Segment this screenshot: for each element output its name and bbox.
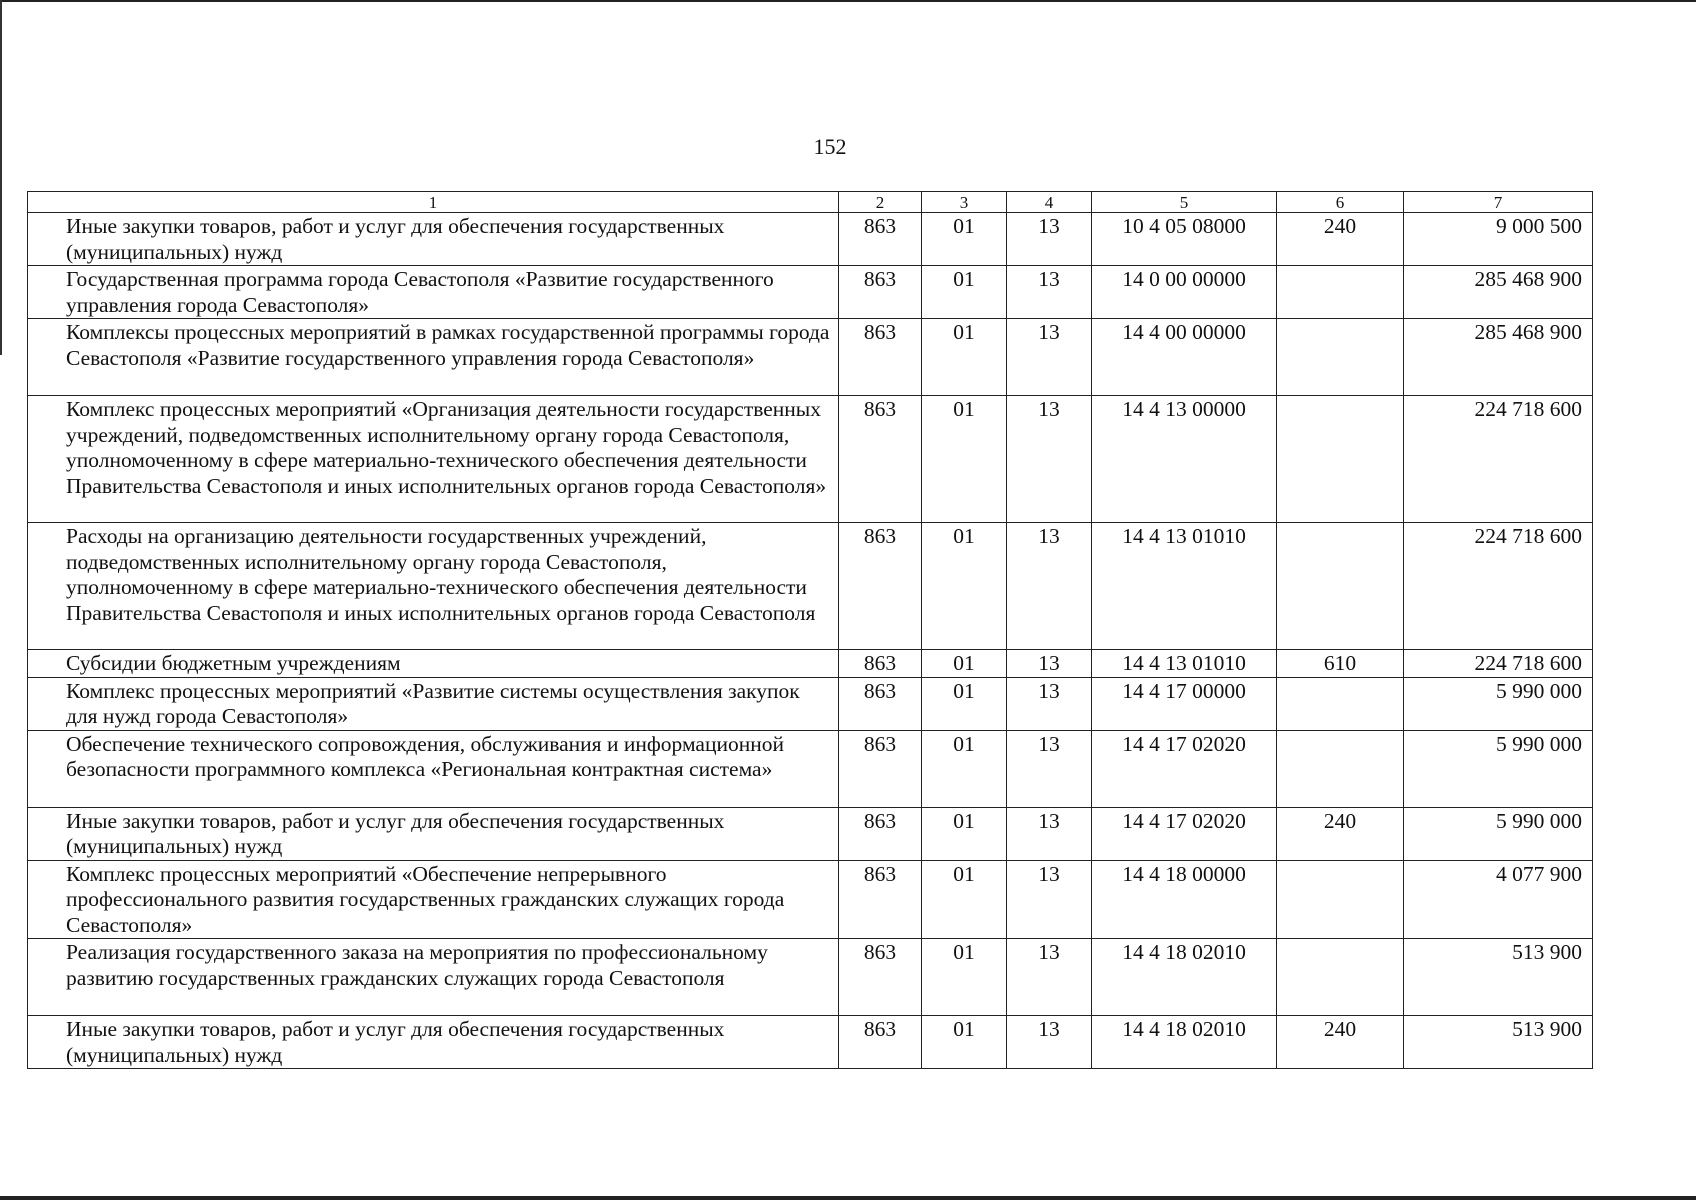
table-row — [28, 650, 1593, 678]
cell-expense-type-code: 240 — [1277, 807, 1404, 860]
cell-subsection-code: 13 — [1007, 650, 1092, 678]
cell-target-article-code: 14 4 17 02020 — [1092, 730, 1277, 807]
cell-ministry-code: 863 — [839, 860, 922, 939]
table-row — [28, 860, 1593, 939]
cell-expense-type-code — [1277, 266, 1404, 319]
cell-ministry-code: 863 — [839, 396, 922, 523]
column-header: 1 — [28, 192, 839, 213]
cell-section-code: 01 — [922, 266, 1007, 319]
cell-amount: 9 000 500 — [1404, 213, 1593, 266]
table-row — [28, 213, 1593, 266]
cell-subsection-code: 13 — [1007, 730, 1092, 807]
cell-amount: 224 718 600 — [1404, 650, 1593, 678]
cell-row-name: Комплексы процессных мероприятий в рамках государственной программы города Севастополя «Развитие государственного управления города Севастополя» — [28, 319, 839, 396]
cell-expense-type-code: 610 — [1277, 650, 1404, 678]
cell-subsection-code: 13 — [1007, 939, 1092, 1016]
cell-row-name: Комплекс процессных мероприятий «Организация деятельности государственных учреждений, подведомственных исполнительному органу города Севастополя, уполномоченному в сфере материально-технического обеспечения деятельности Правительства Севастополя и иных исполнительных органов города Севастополя» — [28, 396, 839, 523]
cell-subsection-code: 13 — [1007, 807, 1092, 860]
cell-row-name: Иные закупки товаров, работ и услуг для обеспечения государственных (муниципальных) нужд — [28, 807, 839, 860]
cell-expense-type-code — [1277, 319, 1404, 396]
cell-amount: 224 718 600 — [1404, 523, 1593, 650]
cell-subsection-code: 13 — [1007, 213, 1092, 266]
cell-section-code: 01 — [922, 860, 1007, 939]
table-row — [28, 266, 1593, 319]
cell-expense-type-code — [1277, 677, 1404, 730]
cell-section-code: 01 — [922, 1016, 1007, 1069]
cell-subsection-code: 13 — [1007, 396, 1092, 523]
cell-ministry-code: 863 — [839, 807, 922, 860]
cell-subsection-code: 13 — [1007, 266, 1092, 319]
cell-subsection-code: 13 — [1007, 677, 1092, 730]
column-header: 5 — [1092, 192, 1277, 213]
column-header: 4 — [1007, 192, 1092, 213]
cell-target-article-code: 14 0 00 00000 — [1092, 266, 1277, 319]
cell-expense-type-code — [1277, 730, 1404, 807]
cell-section-code: 01 — [922, 730, 1007, 807]
cell-row-name: Расходы на организацию деятельности государственных учреждений, подведомственных исполнительному органу города Севастополя, уполномоченному в сфере материально-технического обеспечения деятельности Правительства Севастополя и иных исполнительных органов города Севастополя — [28, 523, 839, 650]
cell-ministry-code: 863 — [839, 939, 922, 1016]
column-header: 2 — [839, 192, 922, 213]
table-row — [28, 677, 1593, 730]
cell-target-article-code: 14 4 00 00000 — [1092, 319, 1277, 396]
cell-ministry-code: 863 — [839, 730, 922, 807]
cell-ministry-code: 863 — [839, 677, 922, 730]
cell-amount: 285 468 900 — [1404, 319, 1593, 396]
cell-target-article-code: 14 4 13 01010 — [1092, 650, 1277, 678]
cell-subsection-code: 13 — [1007, 319, 1092, 396]
cell-section-code: 01 — [922, 523, 1007, 650]
cell-expense-type-code — [1277, 860, 1404, 939]
cell-amount: 285 468 900 — [1404, 266, 1593, 319]
cell-section-code: 01 — [922, 213, 1007, 266]
cell-section-code: 01 — [922, 677, 1007, 730]
cell-target-article-code: 14 4 18 00000 — [1092, 860, 1277, 939]
cell-row-name: Комплекс процессных мероприятий «Обеспечение непрерывного профессионального развития государственных гражданских служащих города Севастополя» — [28, 860, 839, 939]
cell-expense-type-code: 240 — [1277, 213, 1404, 266]
cell-target-article-code: 14 4 18 02010 — [1092, 939, 1277, 1016]
cell-amount: 224 718 600 — [1404, 396, 1593, 523]
page-number: 152 — [813, 134, 847, 159]
cell-amount: 513 900 — [1404, 1016, 1593, 1069]
scan-edge-top — [0, 0, 1696, 2]
table-row — [28, 1016, 1593, 1069]
cell-subsection-code: 13 — [1007, 523, 1092, 650]
cell-section-code: 01 — [922, 650, 1007, 678]
cell-ministry-code: 863 — [839, 319, 922, 396]
table-row — [28, 319, 1593, 396]
cell-amount: 513 900 — [1404, 939, 1593, 1016]
cell-row-name: Обеспечение технического сопровождения, обслуживания и информационной безопасности программного комплекса «Региональная контрактная система» — [28, 730, 839, 807]
cell-row-name: Иные закупки товаров, работ и услуг для обеспечения государственных (муниципальных) нужд — [28, 1016, 839, 1069]
cell-subsection-code: 13 — [1007, 860, 1092, 939]
cell-target-article-code: 14 4 13 00000 — [1092, 396, 1277, 523]
cell-expense-type-code — [1277, 396, 1404, 523]
cell-ministry-code: 863 — [839, 650, 922, 678]
cell-ministry-code: 863 — [839, 1016, 922, 1069]
column-header: 7 — [1404, 192, 1593, 213]
cell-row-name: Государственная программа города Севастополя «Развитие государственного управления города Севастополя» — [28, 266, 839, 319]
table-row — [28, 396, 1593, 523]
table-row — [28, 523, 1593, 650]
cell-row-name: Реализация государственного заказа на мероприятия по профессиональному развитию государственных гражданских служащих города Севастополя — [28, 939, 839, 1016]
cell-target-article-code: 14 4 13 01010 — [1092, 523, 1277, 650]
cell-target-article-code: 14 4 17 02020 — [1092, 807, 1277, 860]
table-row — [28, 807, 1593, 860]
cell-target-article-code: 14 4 18 02010 — [1092, 1016, 1277, 1069]
table-header-row — [28, 192, 1593, 213]
cell-amount: 5 990 000 — [1404, 677, 1593, 730]
cell-section-code: 01 — [922, 319, 1007, 396]
cell-ministry-code: 863 — [839, 266, 922, 319]
cell-amount: 5 990 000 — [1404, 730, 1593, 807]
cell-expense-type-code — [1277, 523, 1404, 650]
cell-row-name: Комплекс процессных мероприятий «Развитие системы осуществления закупок для нужд города Севастополя» — [28, 677, 839, 730]
cell-target-article-code: 10 4 05 08000 — [1092, 213, 1277, 266]
cell-amount: 4 077 900 — [1404, 860, 1593, 939]
budget-table — [27, 191, 1593, 1069]
cell-subsection-code: 13 — [1007, 1016, 1092, 1069]
table-row — [28, 730, 1593, 807]
cell-row-name: Субсидии бюджетным учреждениям — [28, 650, 839, 678]
scan-edge-left — [0, 0, 2, 355]
cell-ministry-code: 863 — [839, 523, 922, 650]
column-header: 6 — [1277, 192, 1404, 213]
scan-edge-bottom — [0, 1196, 1696, 1200]
cell-section-code: 01 — [922, 939, 1007, 1016]
cell-expense-type-code: 240 — [1277, 1016, 1404, 1069]
cell-amount: 5 990 000 — [1404, 807, 1593, 860]
cell-target-article-code: 14 4 17 00000 — [1092, 677, 1277, 730]
cell-ministry-code: 863 — [839, 213, 922, 266]
cell-row-name: Иные закупки товаров, работ и услуг для обеспечения государственных (муниципальных) нужд — [28, 213, 839, 266]
column-header: 3 — [922, 192, 1007, 213]
cell-section-code: 01 — [922, 396, 1007, 523]
cell-expense-type-code — [1277, 939, 1404, 1016]
cell-section-code: 01 — [922, 807, 1007, 860]
table-row — [28, 939, 1593, 1016]
